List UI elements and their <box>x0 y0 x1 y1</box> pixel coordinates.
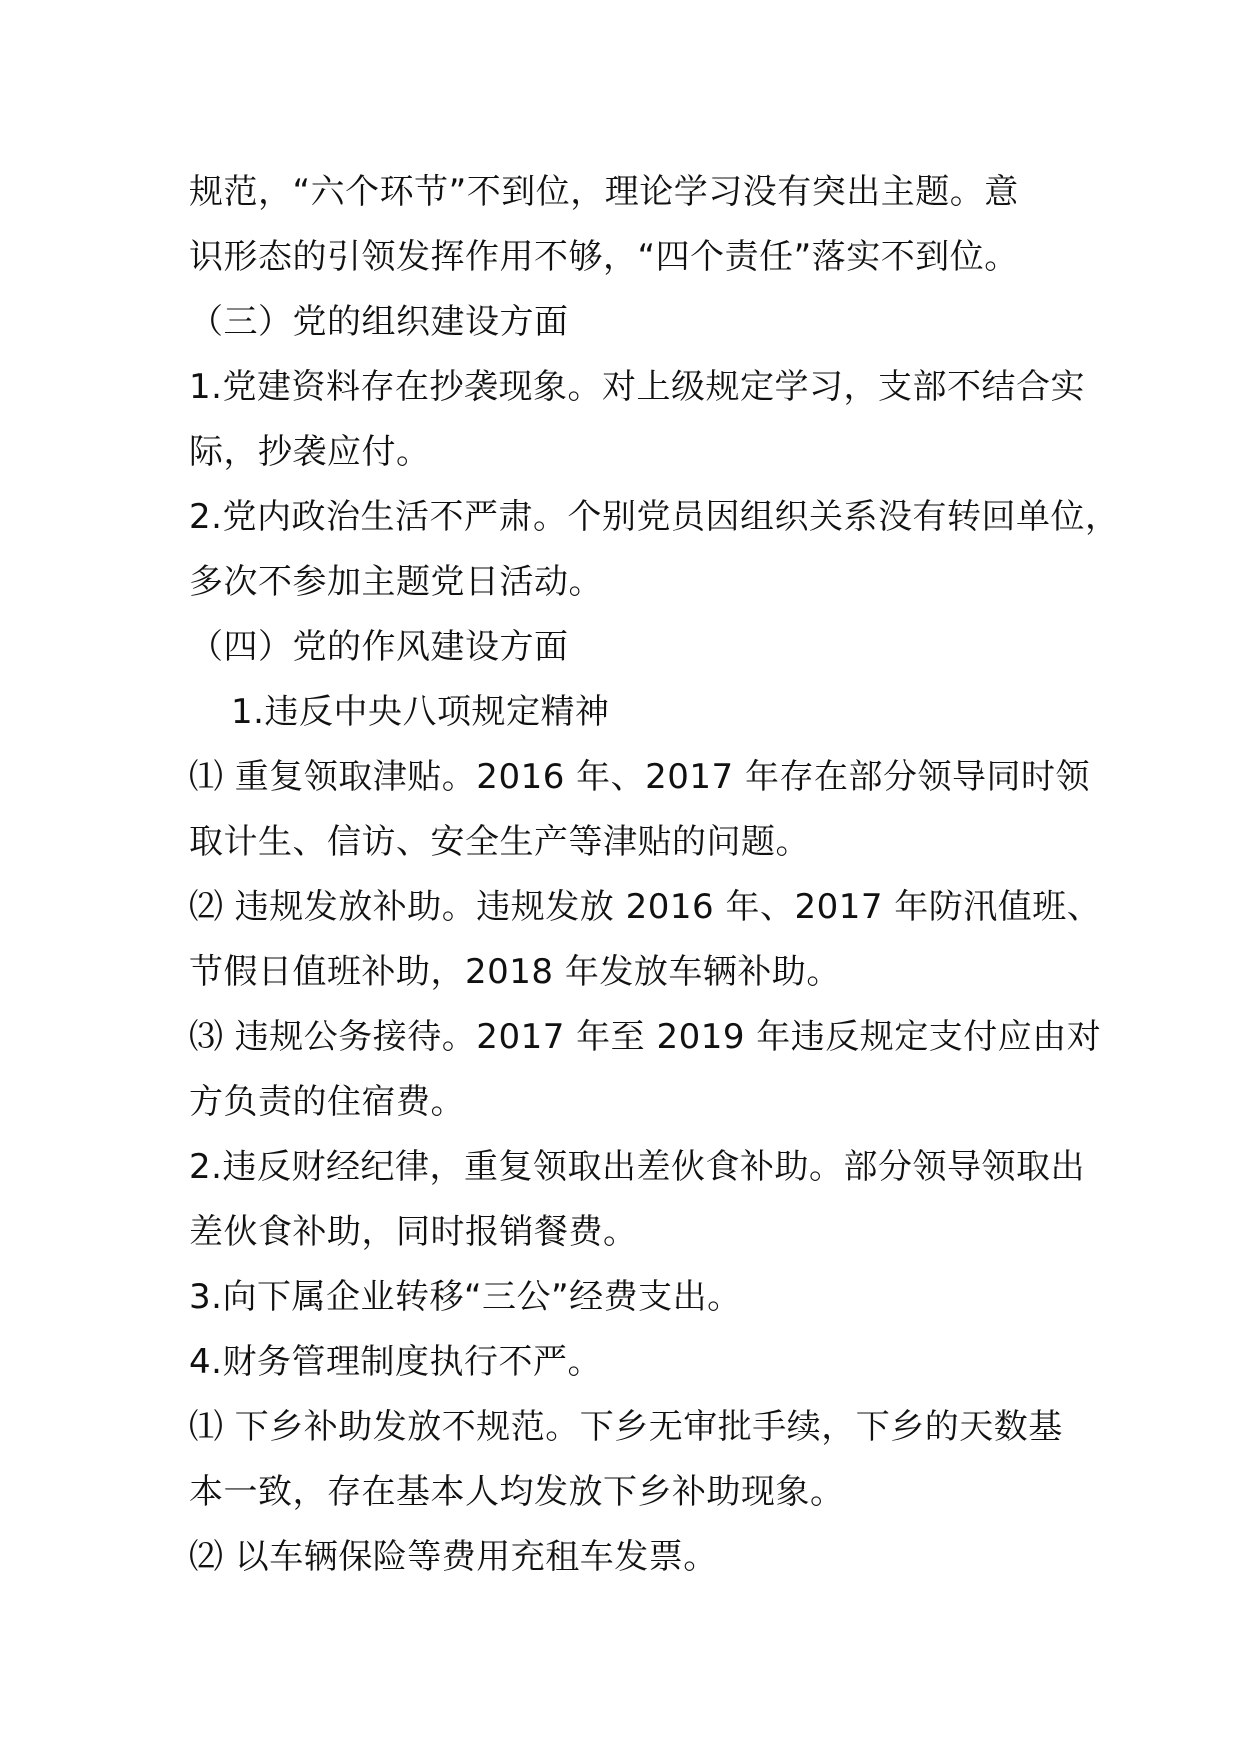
subsection-heading: 1.违反中央八项规定精神 <box>231 692 610 732</box>
paragraph-line: 识形态的引领发挥作用不够，“四个责任”落实不到位。 <box>189 237 1019 277</box>
paragraph-line: 本一致，存在基本人均发放下乡补助现象。 <box>189 1472 845 1512</box>
paragraph-line: 规范，“六个环节”不到位，理论学习没有突出主题。意 <box>189 172 1019 212</box>
section-heading: （三）党的组织建设方面 <box>189 302 569 342</box>
paragraph-line: 方负责的住宿费。 <box>189 1082 465 1122</box>
paragraph-line: 取计生、信访、安全生产等津贴的问题。 <box>189 822 810 862</box>
paragraph-line: 3.向下属企业转移“三公”经费支出。 <box>189 1277 742 1317</box>
paragraph-line: 1.党建资料存在抄袭现象。对上级规定学习，支部不结合实 <box>189 367 1085 407</box>
paragraph-line: 4.财务管理制度执行不严。 <box>189 1342 602 1382</box>
paragraph-line: 际，抄袭应付。 <box>189 432 431 472</box>
paragraph-line: 多次不参加主题党日活动。 <box>189 562 603 602</box>
paragraph-line: 节假日值班补助，2018 年发放车辆补助。 <box>189 952 841 992</box>
document-body <box>189 160 1120 1590</box>
paragraph-line: ⑵ 以车辆保险等费用充租车发票。 <box>189 1537 718 1577</box>
paragraph-line: ⑴ 重复领取津贴。2016 年、2017 年存在部分领导同时领 <box>189 757 1090 797</box>
paragraph-line: 2.违反财经纪律，重复领取出差伙食补助。部分领导领取出 <box>189 1147 1085 1187</box>
paragraph-line: ⑴ 下乡补助发放不规范。下乡无审批手续，下乡的天数基 <box>189 1407 1063 1447</box>
section-heading: （四）党的作风建设方面 <box>189 627 569 667</box>
paragraph-line: ⑵ 违规发放补助。违规发放 2016 年、2017 年防汛值班、 <box>189 887 1102 927</box>
paragraph-line: 差伙食补助，同时报销餐费。 <box>189 1212 638 1252</box>
paragraph-line: ⑶ 违规公务接待。2017 年至 2019 年违反规定支付应由对 <box>189 1017 1102 1057</box>
paragraph-line: 2.党内政治生活不严肃。个别党员因组织关系没有转回单位， <box>189 497 1120 537</box>
